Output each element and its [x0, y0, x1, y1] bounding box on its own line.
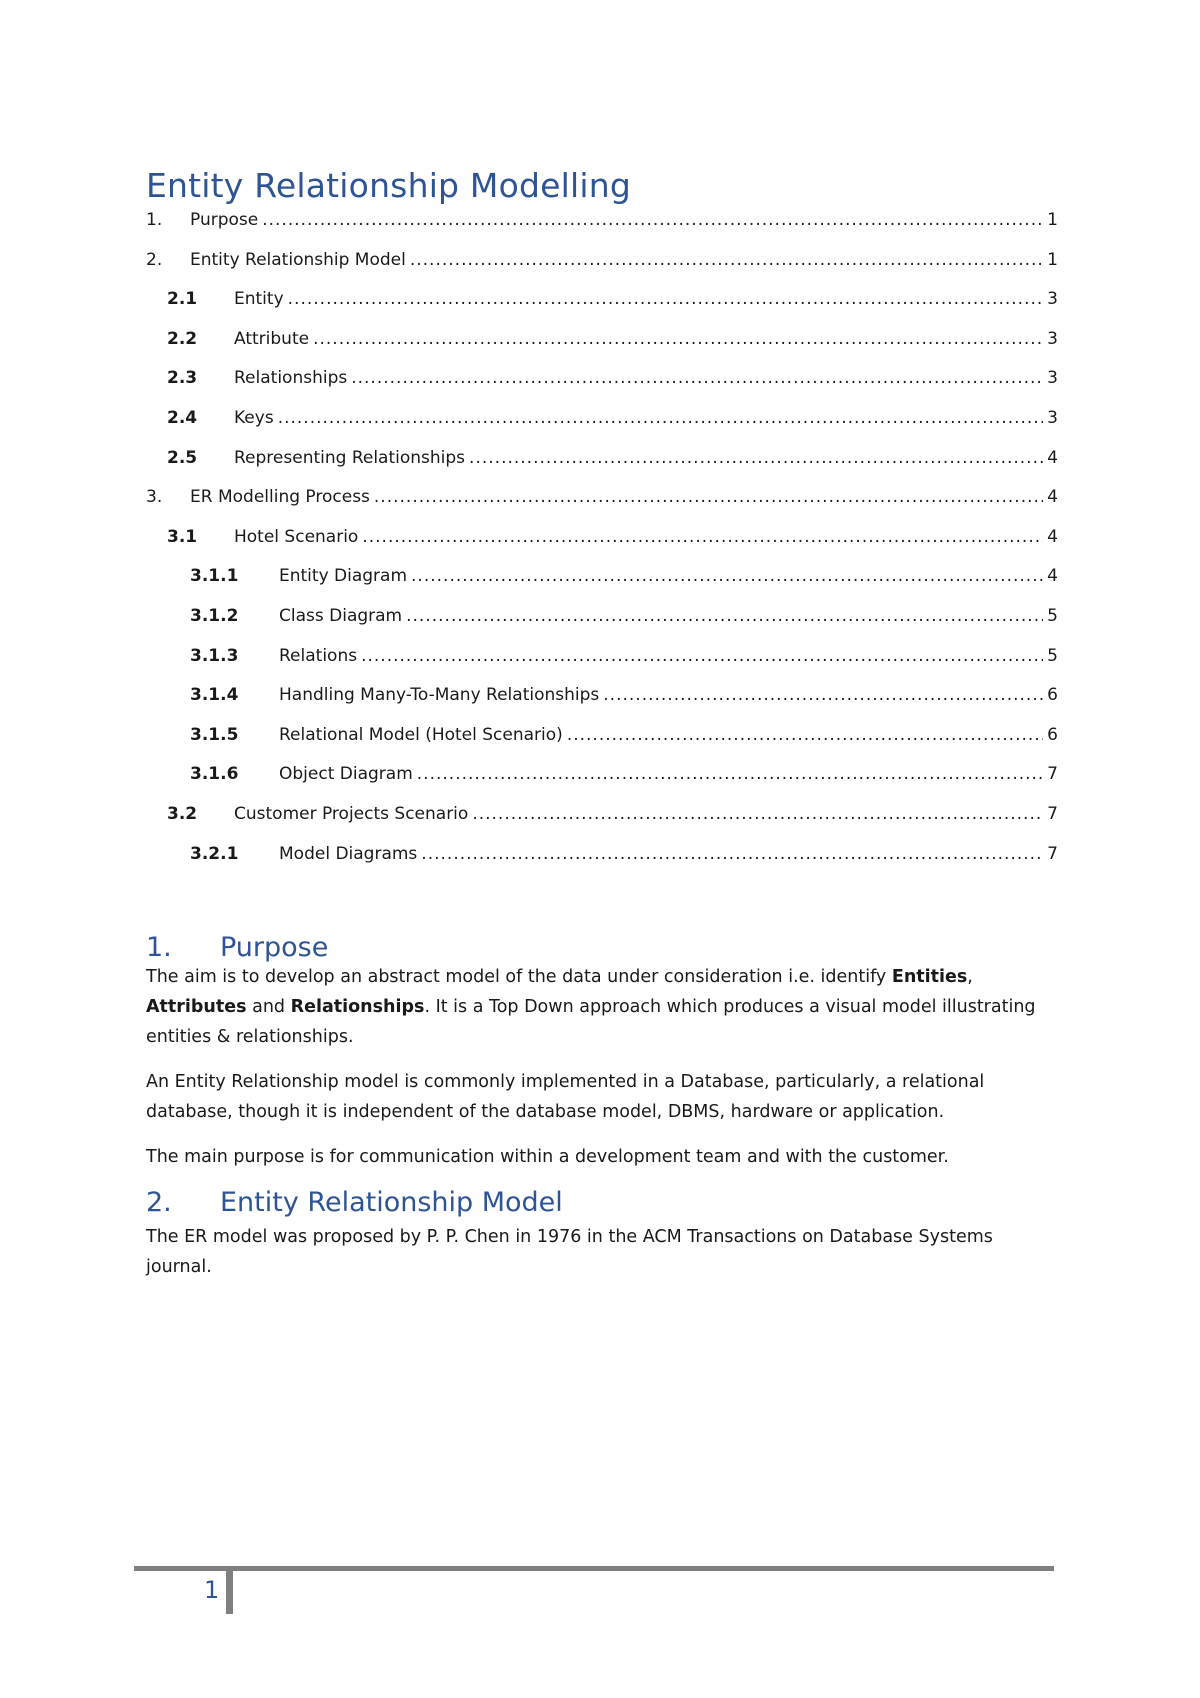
toc-dot-leader: [469, 448, 1043, 468]
toc-entry[interactable]: [190, 843, 1058, 870]
toc-entry[interactable]: [190, 764, 1058, 790]
toc-dot-leader: [351, 368, 1043, 388]
toc-entry-number: 2.2: [167, 328, 198, 349]
toc-entry[interactable]: [167, 804, 1058, 830]
toc-entry[interactable]: [167, 368, 1058, 394]
toc-dot-leader: [374, 487, 1043, 507]
toc-dot-leader: [262, 210, 1043, 230]
document-title: Entity Relationship Modelling: [146, 166, 631, 205]
section-1-paragraph-1: [146, 962, 1046, 1052]
toc-entry-number: 3.2.1: [190, 843, 239, 864]
toc-entry-label: Object Diagram: [279, 764, 413, 785]
toc-entry-number: 2.3: [167, 368, 198, 389]
toc-dot-leader: [417, 764, 1043, 784]
toc-entry-number: 3.1.4: [190, 685, 239, 706]
toc-entry[interactable]: [190, 606, 1058, 632]
toc-dot-leader: [603, 685, 1043, 705]
toc-dot-leader: [361, 646, 1043, 666]
toc-entry-label: Relations: [279, 645, 358, 666]
toc-entry-number: 3.2: [167, 804, 198, 824]
section-2-number: 2.: [146, 1187, 172, 1218]
toc-entry-number: 1.: [146, 210, 163, 230]
toc-entry-label: Model Diagrams: [279, 843, 418, 864]
toc-entry-number: 2.4: [167, 408, 198, 428]
section-1-paragraph-3: The main purpose is for communication within a development team and with the customer.: [146, 1147, 949, 1167]
toc-entry-number: 3.: [146, 487, 163, 508]
toc-entry-label: Representing Relationships: [234, 447, 466, 468]
toc-entry[interactable]: [167, 447, 1058, 474]
toc-entry-page: 7: [1047, 764, 1058, 785]
toc-entry-label: Relationships: [234, 368, 348, 389]
bold-term-entities: Entities: [891, 967, 968, 987]
section-1-title: Purpose: [220, 932, 329, 963]
toc-dot-leader: [472, 804, 1043, 824]
toc-entry[interactable]: [167, 328, 1058, 355]
toc-entry-number: 2.1: [167, 289, 198, 310]
toc-entry-page: 7: [1047, 843, 1058, 864]
toc-entry[interactable]: [190, 645, 1058, 672]
toc-entry-label: Keys: [234, 408, 274, 428]
toc-entry-label: Attribute: [234, 328, 310, 349]
section-2-heading: [146, 1187, 563, 1218]
section-1-heading: [146, 932, 328, 963]
toc-entry-number: 2.5: [167, 447, 198, 468]
toc-entry[interactable]: [190, 685, 1058, 711]
toc-entry-label: Hotel Scenario: [234, 526, 359, 547]
toc-entry-page: 6: [1047, 724, 1058, 745]
toc-entry-page: 5: [1047, 645, 1058, 666]
toc-dot-leader: [411, 566, 1043, 586]
section-1-paragraph-2: An Entity Relationship model is commonly implemented in a Database, particularly, a relational database, though it is independent of the database model, DBMS, hardware or application.: [146, 1072, 985, 1122]
paragraph-text: . It is a Top Down approach which produces a visual model illustrating entities & relationships.: [146, 997, 1036, 1047]
toc-entry-number: 3.1.5: [190, 724, 239, 745]
toc-entry-page: 3: [1047, 328, 1058, 349]
toc-entry-label: Entity Diagram: [279, 566, 408, 587]
toc-entry-page: 3: [1047, 408, 1058, 428]
bold-term-attributes: Attributes: [146, 997, 247, 1017]
toc-entry-label: Class Diagram: [279, 606, 403, 626]
toc-entry-number: 2.: [146, 249, 163, 270]
toc-entry-page: 7: [1047, 804, 1058, 824]
toc-entry-page: 3: [1047, 289, 1058, 310]
toc-entry[interactable]: [167, 526, 1058, 553]
toc-dot-leader: [288, 289, 1044, 309]
toc-entry-page: 1: [1047, 210, 1058, 230]
toc-entry-label: Purpose: [190, 210, 259, 230]
toc-dot-leader: [278, 408, 1043, 428]
page-number: 1: [204, 1576, 220, 1604]
toc-entry-page: 1: [1047, 249, 1058, 270]
toc-entry-label: Handling Many-To-Many Relationships: [279, 685, 600, 706]
toc-entry-number: 3.1.1: [190, 566, 239, 587]
toc-dot-leader: [410, 250, 1043, 270]
toc-dot-leader: [567, 725, 1043, 745]
toc-entry[interactable]: [167, 289, 1058, 315]
toc-entry-page: 6: [1047, 685, 1058, 706]
paragraph-text: ,: [967, 967, 973, 987]
footer-divider-bar: [226, 1566, 233, 1614]
toc-dot-leader: [406, 606, 1043, 626]
bold-term-relationships: Relationships: [290, 997, 425, 1017]
paragraph-text: and: [246, 997, 291, 1017]
footer-rule: [134, 1566, 1054, 1571]
toc-dot-leader: [421, 844, 1043, 864]
toc-entry-label: Relational Model (Hotel Scenario): [279, 724, 563, 745]
toc-entry-page: 4: [1047, 487, 1058, 508]
toc-entry-number: 3.1: [167, 526, 198, 547]
toc-entry[interactable]: [146, 249, 1058, 276]
section-1-number: 1.: [146, 932, 172, 963]
toc-entry[interactable]: [146, 210, 1058, 236]
toc-entry-page: 4: [1047, 447, 1058, 468]
toc-entry[interactable]: [146, 487, 1058, 513]
toc-entry-page: 3: [1047, 368, 1058, 389]
toc-entry-label: Entity: [234, 289, 284, 310]
toc-dot-leader: [313, 329, 1043, 349]
toc-entry-number: 3.1.6: [190, 764, 239, 785]
toc-entry-label: Entity Relationship Model: [190, 249, 406, 270]
toc-entry-number: 3.1.2: [190, 606, 239, 626]
toc-entry-label: ER Modelling Process: [190, 487, 370, 508]
toc-entry[interactable]: [190, 566, 1058, 592]
section-2-title: Entity Relationship Model: [220, 1187, 563, 1218]
section-2-paragraph-1: The ER model was proposed by P. P. Chen in 1976 in the ACM Transactions on Database Systems journal.: [146, 1227, 993, 1277]
toc-entry-page: 4: [1047, 526, 1058, 547]
toc-entry-number: 3.1.3: [190, 645, 239, 666]
toc-entry[interactable]: [190, 724, 1058, 751]
toc-entry-label: Customer Projects Scenario: [234, 804, 469, 824]
toc-dot-leader: [362, 527, 1043, 547]
toc-entry-page: 5: [1047, 606, 1058, 626]
toc-entry-page: 4: [1047, 566, 1058, 587]
paragraph-text: The aim is to develop an abstract model of the data under consideration i.e. identify: [146, 967, 892, 987]
toc-entry[interactable]: [167, 408, 1058, 434]
